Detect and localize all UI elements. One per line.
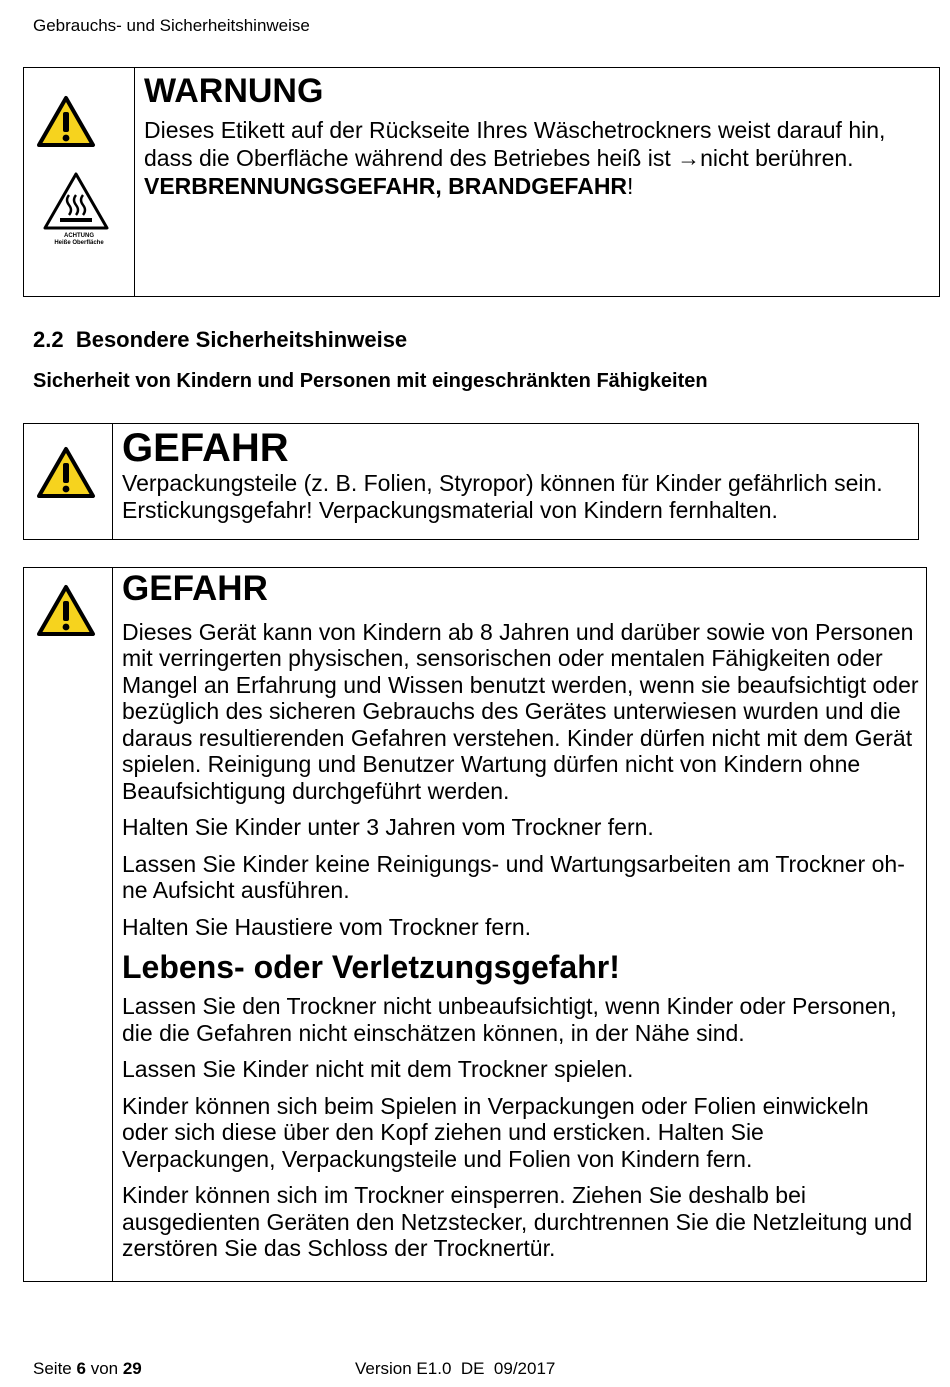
section-subtitle: Sicherheit von Kindern und Personen mit eingeschränkten Fähigkeiten: [33, 370, 708, 392]
danger-paragraph: Lassen Sie Kinder nicht mit dem Trockner spielen.: [122, 1056, 634, 1083]
danger-paragraph: Dieses Gerät kann von Kindern ab 8 Jahren und darüber sowie von Personen mit verringerten physischen, sensorischen oder mentalen Fähigkeiten oder Mangel an Erfahrung und Wissen benutzt werden, wenn sie beaufsichtigt oder bezüglich des sicheren Gebrauchs des Gerätes unterwiesen wurden und die daraus resultierenden Gefahren verstehen. Kinder dürfen nicht mit dem Gerät spielen. Reinigung und Benutzer Wartung dürfen nicht von Kindern ohne Beaufsichtigung durchgeführt werden.: [122, 618, 919, 804]
danger-text-column: [122, 424, 912, 523]
danger-text-column: [122, 568, 920, 1262]
signal-word-gefahr: GEFAHR: [122, 426, 289, 470]
running-header: Gebrauchs- und Sicherheitshinweise: [33, 16, 310, 35]
section-heading: [33, 327, 407, 353]
danger-text: Verpackungsteile (z. B. Folien, Styropor) können für Kinder gefährlich sein. Erstickungsgefahr! Verpackungsmaterial von Kindern fernhalten.: [122, 470, 883, 523]
danger-paragraph: Lassen Sie den Trockner nicht unbeaufsichtigt, wenn Kinder oder Personen, die die Gefahren nicht einschätzen können, in der Nähe sind.: [122, 993, 897, 1046]
danger-paragraph: Halten Sie Kinder unter 3 Jahren vom Trockner fern.: [122, 814, 654, 840]
danger-paragraphs-2: [122, 993, 920, 1262]
signal-word-gefahr: GEFAHR: [122, 569, 268, 608]
danger-box-children: [23, 567, 927, 1282]
danger-paragraph: Kinder können sich im Trockner einsperren. Ziehen Sie deshalb bei ausgedienten Geräten den Netzstecker, durchtrennen Sie die Netzleitung und zerstören Sie das Schloss der Trocknertür.: [122, 1182, 913, 1262]
version-info: Version E1.0 DE 09/2017: [355, 1359, 556, 1378]
page-number: Seite 6 von 29: [33, 1359, 142, 1378]
danger-icon-column: [24, 568, 113, 1281]
signal-word-warnung: WARNUNG: [144, 72, 324, 110]
warning-triangle-icon: [36, 584, 96, 638]
danger-paragraph: Lassen Sie Kinder keine Reinigungs- und Wartungsarbeiten am Trockner oh-ne Aufsicht ausführen.: [122, 850, 905, 903]
warning-text-column: [144, 68, 933, 200]
warning-triangle-icon: [36, 95, 96, 149]
hot-surface-icon: [42, 171, 110, 231]
danger-paragraph: Kinder können sich beim Spielen in Verpackungen oder Folien einwickeln oder sich diese über den Kopf ziehen und ersticken. Halten Sie Verpackungen, Verpackungsteile und Folien von Kindern fern.: [122, 1092, 869, 1172]
warning-triangle-icon: [36, 446, 96, 500]
danger-paragraph: Halten Sie Haustiere vom Trockner fern.: [122, 913, 532, 940]
danger-box-packaging: [23, 423, 919, 540]
warning-icon-column: [24, 68, 135, 296]
danger-icon-column: [24, 424, 113, 539]
warning-text: Dieses Etikett auf der Rückseite Ihres Wäschetrockners weist darauf hin, dass die Oberfläche während des Betriebes heiß ist →nicht berühren. VERBRENNUNGSGEFAHR, BRANDGEFAHR!: [144, 117, 886, 200]
section-title: Besondere Sicherheitshinweise: [75, 327, 408, 352]
danger-subheading: Lebens- oder Verletzungsgefahr!: [122, 949, 620, 985]
arrow-right-icon: →: [677, 145, 701, 172]
hot-surface-label: ACHTUNG Heiße Oberfläche: [54, 233, 104, 246]
danger-paragraphs: [122, 619, 920, 941]
warning-box: [23, 67, 940, 297]
section-number: 2.2: [33, 327, 64, 352]
